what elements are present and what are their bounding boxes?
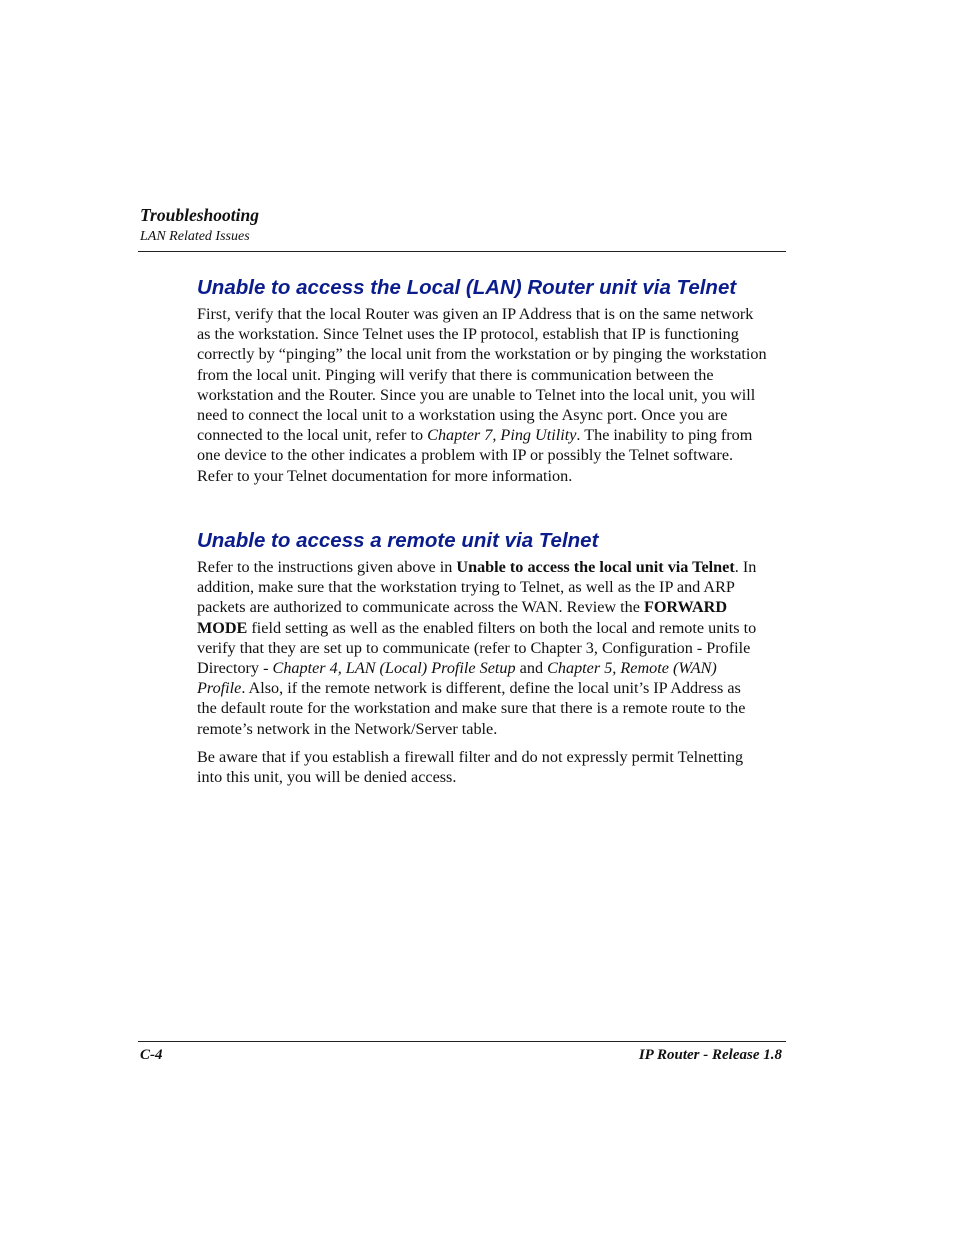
text-line: Profile. Also, if the remote network is different, define the local unit’s IP Address as <box>197 679 741 698</box>
text-line: as the workstation. Since Telnet uses the IP protocol, establish that IP is functioning <box>197 325 739 344</box>
text-line: connected to the local unit, refer to Chapter 7, Ping Utility. The inability to ping from <box>197 426 753 445</box>
paragraph <box>197 747 787 787</box>
text-line: First, verify that the local Router was given an IP Address that is on the same network <box>197 305 754 323</box>
text-line: addition, make sure that the workstation trying to Telnet, as well as the IP and ARP <box>197 578 735 597</box>
field-name: FORWARD <box>643 598 728 617</box>
field-name: MODE <box>197 618 248 637</box>
text-line: need to connect the local unit to a workstation using the Async port. Once you are <box>197 406 728 425</box>
text-line: Be aware that if you establish a firewall filter and do not expressly permit Telnetting <box>197 747 744 766</box>
chapter-reference: Chapter 5, Remote (WAN) <box>547 659 717 678</box>
text-line: MODE field setting as well as the enabled filters on both the local and remote units to <box>197 618 757 637</box>
paragraph <box>197 557 787 739</box>
section-local-telnet <box>197 275 787 486</box>
footer-document-title: IP Router - Release 1.8 <box>638 1047 782 1063</box>
chapter-reference: Chapter 7, Ping Utility <box>427 426 577 445</box>
chapter-reference: Chapter 4, LAN (Local) Profile Setup <box>272 659 516 678</box>
text-line: remote’s network in the Network/Server table. <box>197 719 498 738</box>
page-number: C-4 <box>140 1047 163 1063</box>
text-line: Refer to your Telnet documentation for more information. <box>197 466 573 485</box>
text-line: packets are authorized to communicate across the WAN. Review the FORWARD <box>197 598 728 617</box>
footer-rule <box>138 1041 786 1042</box>
chapter-reference: Profile <box>197 679 242 698</box>
header-rule <box>138 251 786 252</box>
text-line: verify that they are set up to communicate (refer to Chapter 3, Configuration - Profile <box>197 638 751 657</box>
section-heading: Unable to access a remote unit via Telnet <box>197 529 599 552</box>
text-line: one device to the other indicates a problem with IP or possibly the Telnet software. <box>197 446 734 465</box>
running-header-title: Troubleshooting <box>140 205 259 225</box>
text-line: Refer to the instructions given above in Unable to access the local unit via Telnet. In <box>197 558 757 576</box>
text-line: from the local unit. Pinging will verify that there is communication between the <box>197 365 714 384</box>
text-line: Directory - Chapter 4, LAN (Local) Profile Setup and Chapter 5, Remote (WAN) <box>197 659 717 678</box>
paragraph <box>197 304 787 486</box>
text-line: correctly by “pinging” the local unit from the workstation or by pinging the workstation <box>197 345 767 364</box>
running-header-subtitle: LAN Related Issues <box>140 229 250 244</box>
section-remote-telnet <box>197 528 787 787</box>
cross-reference: Unable to access the local unit via Telnet <box>456 558 735 576</box>
text-line: into this unit, you will be denied access. <box>197 768 457 787</box>
section-heading: Unable to access the Local (LAN) Router unit via Telnet <box>197 276 737 299</box>
text-line: the default route for the workstation and make sure that there is a remote route to the <box>197 699 746 718</box>
text-line: workstation and the Router. Since you are unable to Telnet into the local unit, you will <box>197 385 756 404</box>
